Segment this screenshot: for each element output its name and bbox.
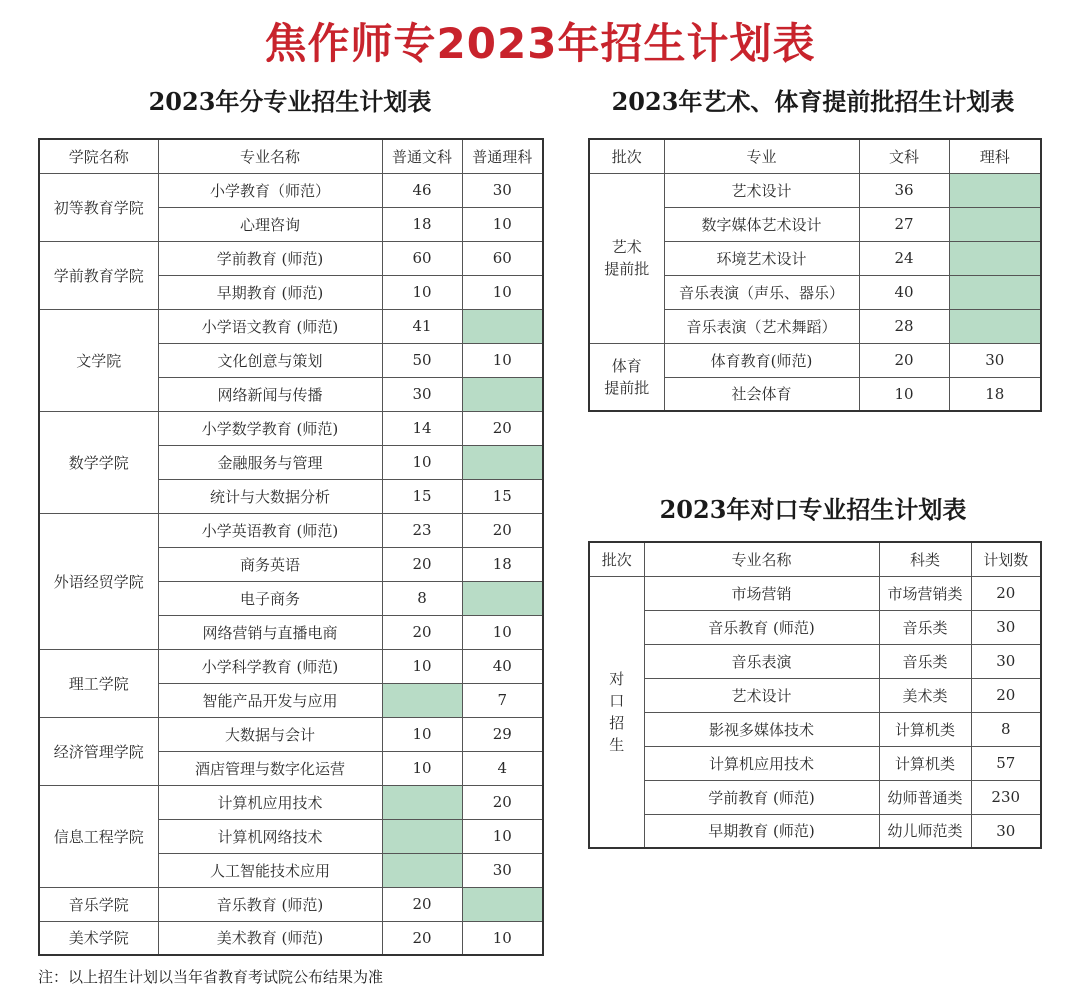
major-name: 计算机应用技术 [158,785,382,819]
table-row [589,814,1041,848]
vocational-plan-title: 2023年对口专业招生计划表 [659,495,967,524]
liberal-arts-count: 10 [859,377,949,411]
liberal-arts-count: 27 [859,207,949,241]
vocational-plan-table [588,541,1042,849]
science-count [949,241,1041,275]
science-count [462,887,543,921]
science-count [949,173,1041,207]
batch-name: 艺术 提前批 [589,173,664,343]
table-row [589,678,1041,712]
college-name: 信息工程学院 [39,785,158,887]
plan-count: 230 [971,780,1041,814]
batch-name: 体育 提前批 [589,343,664,411]
liberal-arts-count: 40 [859,275,949,309]
table-row [589,780,1041,814]
science-count: 20 [462,411,543,445]
table-row [39,649,543,683]
table-row [589,644,1041,678]
liberal-arts-count: 30 [382,377,462,411]
major-name: 学前教育 (师范) [644,780,879,814]
page-title: 焦作师专2023年招生计划表 [264,19,816,68]
college-name: 经济管理学院 [39,717,158,785]
footnote: 注：以上招生计划以当年省教育考试院公布结果为准 [38,968,384,986]
liberal-arts-count: 23 [382,513,462,547]
liberal-arts-count: 50 [382,343,462,377]
batch-name: 对 口 招 生 [589,576,644,848]
science-count: 60 [462,241,543,275]
category: 计算机类 [879,746,971,780]
major-name: 小学英语教育 (师范) [158,513,382,547]
liberal-arts-count: 28 [859,309,949,343]
category: 幼师普通类 [879,780,971,814]
science-count: 15 [462,479,543,513]
major-name: 市场营销 [644,576,879,610]
liberal-arts-count: 46 [382,173,462,207]
table-row [589,343,1041,377]
college-name: 数学学院 [39,411,158,513]
liberal-arts-count: 20 [382,547,462,581]
major-name: 网络新闻与传播 [158,377,382,411]
liberal-arts-count: 20 [859,343,949,377]
college-name: 理工学院 [39,649,158,717]
science-count: 18 [949,377,1041,411]
science-count: 30 [462,853,543,887]
plan-count: 20 [971,576,1041,610]
major-name: 人工智能技术应用 [158,853,382,887]
science-count [462,377,543,411]
college-name: 音乐学院 [39,887,158,921]
college-name: 外语经贸学院 [39,513,158,649]
major-name: 小学科学教育 (师范) [158,649,382,683]
table-row [39,513,543,547]
science-count: 10 [462,275,543,309]
science-count: 20 [462,513,543,547]
liberal-arts-count: 18 [382,207,462,241]
liberal-arts-count: 15 [382,479,462,513]
major-name: 音乐表演（声乐、器乐） [664,275,859,309]
table-row [589,610,1041,644]
category: 计算机类 [879,712,971,746]
science-count [462,581,543,615]
header-major: 专业名称 [644,542,879,576]
major-name: 音乐教育 (师范) [158,887,382,921]
science-count [462,445,543,479]
science-count: 10 [462,343,543,377]
arts-plan-title: 2023年艺术、体育提前批招生计划表 [611,87,1015,116]
table-row [39,411,543,445]
major-name: 早期教育 (师范) [158,275,382,309]
major-name: 小学语文教育 (师范) [158,309,382,343]
category: 音乐类 [879,610,971,644]
major-name: 商务英语 [158,547,382,581]
science-count: 10 [462,819,543,853]
table-row [39,173,543,207]
table-row [39,717,543,751]
major-name: 环境艺术设计 [664,241,859,275]
major-name: 早期教育 (师范) [644,814,879,848]
category: 美术类 [879,678,971,712]
table-row [39,921,543,955]
liberal-arts-count: 36 [859,173,949,207]
liberal-arts-count [382,683,462,717]
liberal-arts-count [382,853,462,887]
table-row [39,785,543,819]
category: 幼儿师范类 [879,814,971,848]
plan-count: 30 [971,814,1041,848]
major-name: 智能产品开发与应用 [158,683,382,717]
major-name: 小学数学教育 (师范) [158,411,382,445]
plan-count: 20 [971,678,1041,712]
liberal-arts-count: 10 [382,275,462,309]
arts-plan-table [588,138,1042,412]
major-name: 小学教育（师范） [158,173,382,207]
table-row [589,173,1041,207]
plan-count: 30 [971,610,1041,644]
major-name: 美术教育 (师范) [158,921,382,955]
header-count: 计划数 [971,542,1041,576]
liberal-arts-count: 8 [382,581,462,615]
header-category: 科类 [879,542,971,576]
header-college: 学院名称 [39,139,158,173]
liberal-arts-count: 10 [382,649,462,683]
major-name: 艺术设计 [664,173,859,207]
major-name: 音乐表演（艺术舞蹈） [664,309,859,343]
science-count: 4 [462,751,543,785]
table-row [589,712,1041,746]
science-count: 10 [462,615,543,649]
major-name: 学前教育 (师范) [158,241,382,275]
science-count [949,275,1041,309]
header-liberal-arts: 文科 [859,139,949,173]
science-count [949,309,1041,343]
major-name: 网络营销与直播电商 [158,615,382,649]
header-science: 普通理科 [462,139,543,173]
major-name: 计算机应用技术 [644,746,879,780]
liberal-arts-count [382,819,462,853]
major-name: 影视多媒体技术 [644,712,879,746]
header-science: 理科 [949,139,1041,173]
table-row [39,309,543,343]
major-name: 电子商务 [158,581,382,615]
liberal-arts-count: 10 [382,717,462,751]
liberal-arts-count: 60 [382,241,462,275]
college-name: 文学院 [39,309,158,411]
science-count: 10 [462,921,543,955]
science-count: 10 [462,207,543,241]
liberal-arts-count [382,785,462,819]
header-batch: 批次 [589,139,664,173]
header-batch: 批次 [589,542,644,576]
liberal-arts-count: 10 [382,445,462,479]
table-header-row [589,139,1041,173]
science-count: 7 [462,683,543,717]
liberal-arts-count: 10 [382,751,462,785]
college-name: 美术学院 [39,921,158,955]
science-count: 18 [462,547,543,581]
liberal-arts-count: 20 [382,887,462,921]
major-name: 心理咨询 [158,207,382,241]
science-count: 29 [462,717,543,751]
category: 音乐类 [879,644,971,678]
major-name: 音乐教育 (师范) [644,610,879,644]
liberal-arts-count: 41 [382,309,462,343]
science-count [462,309,543,343]
table-row [39,887,543,921]
table-row [589,576,1041,610]
table-header-row [39,139,543,173]
plan-count: 8 [971,712,1041,746]
table-row [39,241,543,275]
liberal-arts-count: 20 [382,615,462,649]
major-name: 数字媒体艺术设计 [664,207,859,241]
science-count: 30 [949,343,1041,377]
major-name: 大数据与会计 [158,717,382,751]
major-name: 体育教育(师范) [664,343,859,377]
header-liberal-arts: 普通文科 [382,139,462,173]
liberal-arts-count: 20 [382,921,462,955]
plan-count: 30 [971,644,1041,678]
major-name: 艺术设计 [644,678,879,712]
major-name: 音乐表演 [644,644,879,678]
major-plan-table [38,138,544,956]
header-major: 专业 [664,139,859,173]
table-row [589,746,1041,780]
science-count: 30 [462,173,543,207]
table-header-row [589,542,1041,576]
major-name: 社会体育 [664,377,859,411]
major-name: 统计与大数据分析 [158,479,382,513]
major-name: 计算机网络技术 [158,819,382,853]
major-name: 酒店管理与数字化运营 [158,751,382,785]
college-name: 初等教育学院 [39,173,158,241]
liberal-arts-count: 24 [859,241,949,275]
major-name: 金融服务与管理 [158,445,382,479]
liberal-arts-count: 14 [382,411,462,445]
plan-count: 57 [971,746,1041,780]
category: 市场营销类 [879,576,971,610]
science-count [949,207,1041,241]
major-name: 文化创意与策划 [158,343,382,377]
science-count: 40 [462,649,543,683]
header-major: 专业名称 [158,139,382,173]
major-plan-title: 2023年分专业招生计划表 [148,87,432,116]
science-count: 20 [462,785,543,819]
college-name: 学前教育学院 [39,241,158,309]
